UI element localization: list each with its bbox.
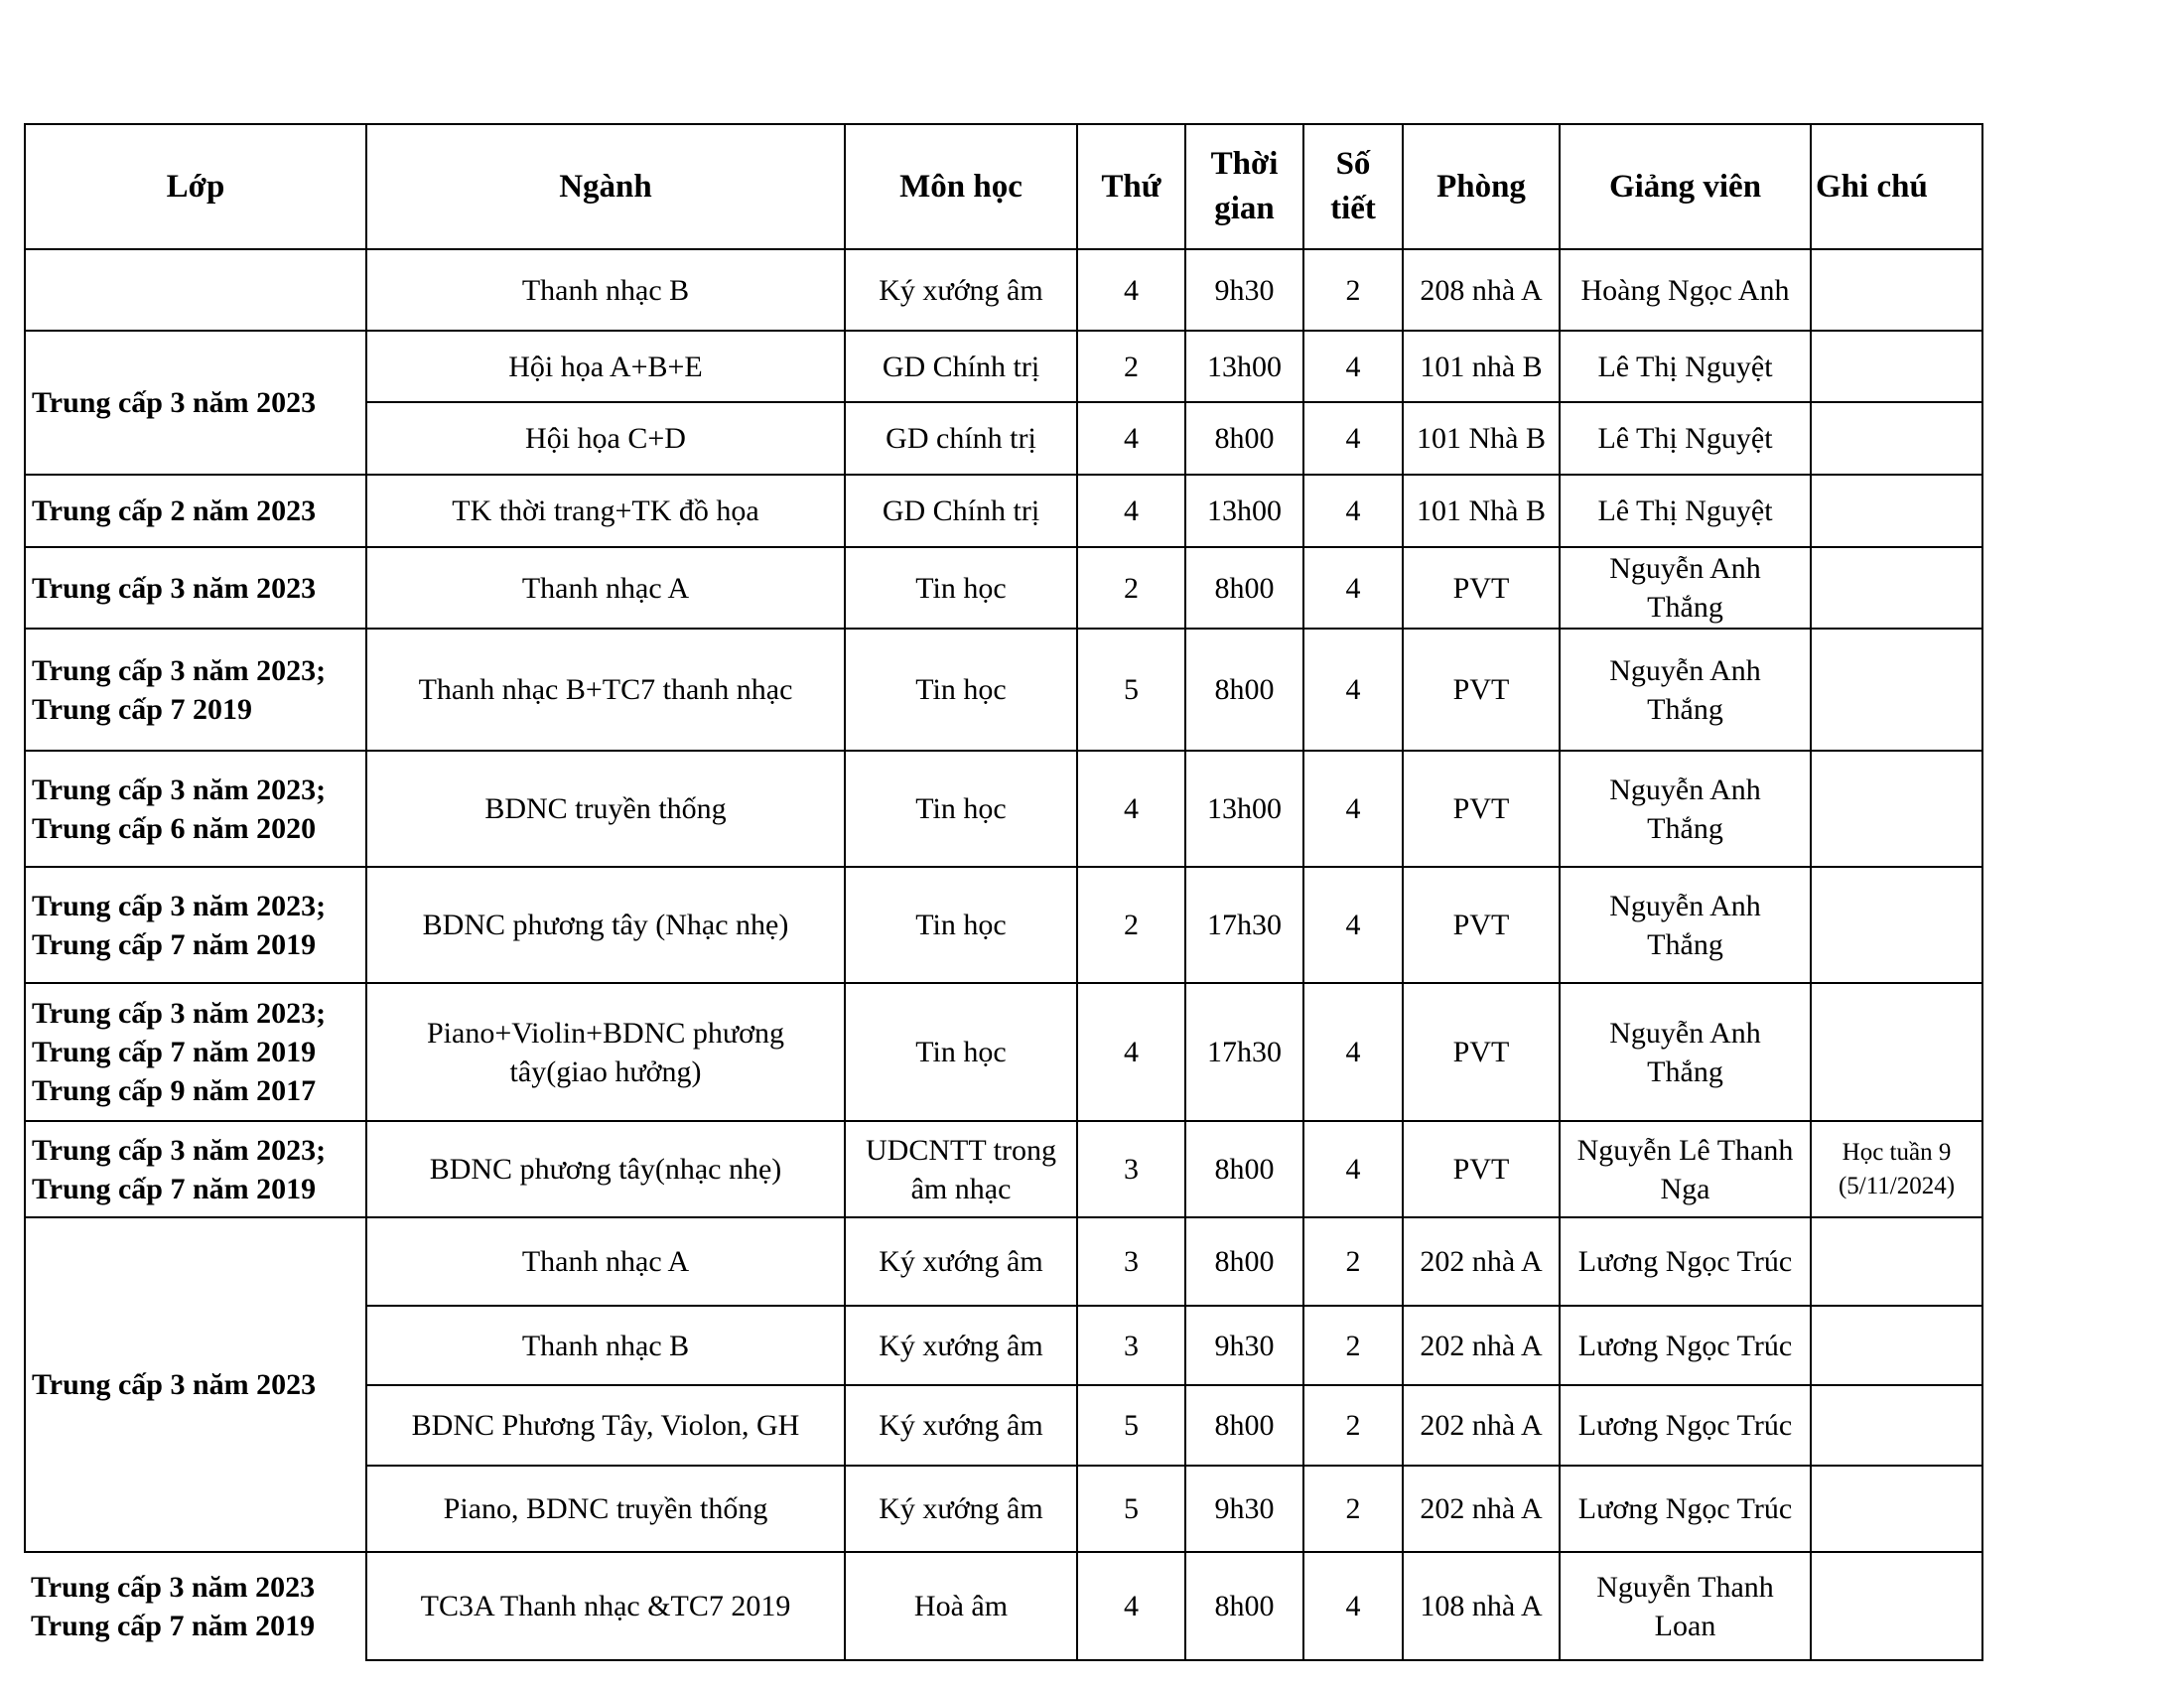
table-row bbox=[25, 475, 1982, 547]
giang-vien-cell: Nguyễn Anh Thắng bbox=[1560, 629, 1811, 751]
giang-vien-cell: Lương Ngọc Trúc bbox=[1560, 1306, 1811, 1385]
so-tiet-cell: 4 bbox=[1303, 402, 1403, 475]
nganh-cell: Thanh nhạc B bbox=[366, 1306, 845, 1385]
thoi-gian-cell: 8h00 bbox=[1185, 629, 1303, 751]
table-row bbox=[25, 249, 1982, 331]
header-nganh: Ngành bbox=[366, 124, 845, 249]
so-tiet-cell: 2 bbox=[1303, 1306, 1403, 1385]
phong-cell: 208 nhà A bbox=[1403, 249, 1560, 331]
thu-cell: 2 bbox=[1077, 331, 1185, 402]
thu-cell: 3 bbox=[1077, 1306, 1185, 1385]
giang-vien-cell: Nguyễn Anh Thắng bbox=[1560, 751, 1811, 867]
phong-cell: 202 nhà A bbox=[1403, 1466, 1560, 1552]
ghi-chu-cell bbox=[1811, 1466, 1982, 1552]
nganh-cell: BDNC truyền thống bbox=[366, 751, 845, 867]
nganh-cell: BDNC phương tây(nhạc nhẹ) bbox=[366, 1121, 845, 1217]
thu-cell: 3 bbox=[1077, 1217, 1185, 1306]
lop-cell: Trung cấp 2 năm 2023 bbox=[25, 475, 366, 547]
ghi-chu-cell bbox=[1811, 629, 1982, 751]
lop-cell: Trung cấp 3 năm 2023; Trung cấp 7 2019 bbox=[25, 629, 366, 751]
ghi-chu-cell bbox=[1811, 1217, 1982, 1306]
so-tiet-cell: 4 bbox=[1303, 867, 1403, 983]
table-row bbox=[25, 547, 1982, 629]
nganh-cell: BDNC Phương Tây, Violon, GH bbox=[366, 1385, 845, 1466]
mon-hoc-cell: UDCNTT trong âm nhạc bbox=[845, 1121, 1077, 1217]
thoi-gian-cell: 13h00 bbox=[1185, 475, 1303, 547]
giang-vien-cell: Nguyễn Thanh Loan bbox=[1560, 1552, 1811, 1660]
thu-cell: 2 bbox=[1077, 867, 1185, 983]
mon-hoc-cell: Ký xướng âm bbox=[845, 1306, 1077, 1385]
mon-hoc-cell: Tin học bbox=[845, 629, 1077, 751]
table-row bbox=[25, 331, 1982, 402]
so-tiet-cell: 4 bbox=[1303, 629, 1403, 751]
lop-cell: Trung cấp 3 năm 2023; Trung cấp 7 năm 2019 Trung cấp 9 năm 2017 bbox=[25, 983, 366, 1121]
mon-hoc-cell: Ký xướng âm bbox=[845, 249, 1077, 331]
thoi-gian-cell: 13h00 bbox=[1185, 751, 1303, 867]
thoi-gian-cell: 8h00 bbox=[1185, 402, 1303, 475]
so-tiet-cell: 4 bbox=[1303, 1121, 1403, 1217]
nganh-cell: Thanh nhạc B bbox=[366, 249, 845, 331]
header-ghi-chu: Ghi chú bbox=[1811, 124, 1982, 249]
so-tiet-cell: 2 bbox=[1303, 1385, 1403, 1466]
so-tiet-cell: 2 bbox=[1303, 249, 1403, 331]
giang-vien-cell: Nguyễn Anh Thắng bbox=[1560, 547, 1811, 629]
phong-cell: 202 nhà A bbox=[1403, 1217, 1560, 1306]
lop-cell: Trung cấp 3 năm 2023 bbox=[25, 547, 366, 629]
phong-cell: 108 nhà A bbox=[1403, 1552, 1560, 1660]
mon-hoc-cell: Hoà âm bbox=[845, 1552, 1077, 1660]
ghi-chu-cell bbox=[1811, 751, 1982, 867]
so-tiet-cell: 4 bbox=[1303, 331, 1403, 402]
thu-cell: 4 bbox=[1077, 751, 1185, 867]
thu-cell: 5 bbox=[1077, 1385, 1185, 1466]
mon-hoc-cell: Tin học bbox=[845, 867, 1077, 983]
thu-cell: 4 bbox=[1077, 475, 1185, 547]
giang-vien-cell: Hoàng Ngọc Anh bbox=[1560, 249, 1811, 331]
table-row bbox=[25, 1217, 1982, 1306]
nganh-cell: Thanh nhạc A bbox=[366, 547, 845, 629]
mon-hoc-cell: Tin học bbox=[845, 751, 1077, 867]
mon-hoc-cell: Ký xướng âm bbox=[845, 1385, 1077, 1466]
giang-vien-cell: Lê Thị Nguyệt bbox=[1560, 402, 1811, 475]
phong-cell: 101 Nhà B bbox=[1403, 402, 1560, 475]
lop-cell: Trung cấp 3 năm 2023 bbox=[25, 331, 366, 475]
nganh-cell: Piano, BDNC truyền thống bbox=[366, 1466, 845, 1552]
giang-vien-cell: Nguyễn Anh Thắng bbox=[1560, 983, 1811, 1121]
header-thoi-gian: Thời gian bbox=[1185, 124, 1303, 249]
phong-cell: 101 nhà B bbox=[1403, 331, 1560, 402]
phong-cell: PVT bbox=[1403, 751, 1560, 867]
nganh-cell: Hội họa A+B+E bbox=[366, 331, 845, 402]
so-tiet-cell: 2 bbox=[1303, 1217, 1403, 1306]
phong-cell: PVT bbox=[1403, 867, 1560, 983]
lop-cell: Trung cấp 3 năm 2023; Trung cấp 7 năm 2019 bbox=[25, 867, 366, 983]
thoi-gian-cell: 8h00 bbox=[1185, 1217, 1303, 1306]
thoi-gian-cell: 8h00 bbox=[1185, 1552, 1303, 1660]
lop-cell: Trung cấp 3 năm 2023; Trung cấp 6 năm 2020 bbox=[25, 751, 366, 867]
thu-cell: 5 bbox=[1077, 1466, 1185, 1552]
ghi-chu-cell bbox=[1811, 867, 1982, 983]
so-tiet-cell: 4 bbox=[1303, 475, 1403, 547]
mon-hoc-cell: Tin học bbox=[845, 547, 1077, 629]
nganh-cell: Thanh nhạc A bbox=[366, 1217, 845, 1306]
phong-cell: PVT bbox=[1403, 629, 1560, 751]
thoi-gian-cell: 8h00 bbox=[1185, 1121, 1303, 1217]
header-mon-hoc: Môn học bbox=[845, 124, 1077, 249]
nganh-cell: Hội họa C+D bbox=[366, 402, 845, 475]
thoi-gian-cell: 9h30 bbox=[1185, 1466, 1303, 1552]
header-giang-vien: Giảng viên bbox=[1560, 124, 1811, 249]
thu-cell: 4 bbox=[1077, 983, 1185, 1121]
thoi-gian-cell: 9h30 bbox=[1185, 1306, 1303, 1385]
table-row bbox=[25, 867, 1982, 983]
phong-cell: 202 nhà A bbox=[1403, 1385, 1560, 1466]
thoi-gian-cell: 8h00 bbox=[1185, 547, 1303, 629]
ghi-chu-cell bbox=[1811, 475, 1982, 547]
lop-cell: Trung cấp 3 năm 2023; Trung cấp 7 năm 2019 bbox=[25, 1121, 366, 1217]
giang-vien-cell: Nguyễn Lê Thanh Nga bbox=[1560, 1121, 1811, 1217]
table-row bbox=[25, 629, 1982, 751]
table-row bbox=[25, 983, 1982, 1121]
lop-cell: Trung cấp 3 năm 2023 bbox=[25, 1217, 366, 1552]
ghi-chu-cell bbox=[1811, 331, 1982, 402]
giang-vien-cell: Nguyễn Anh Thắng bbox=[1560, 867, 1811, 983]
ghi-chu-cell bbox=[1811, 547, 1982, 629]
so-tiet-cell: 4 bbox=[1303, 983, 1403, 1121]
mon-hoc-cell: GD Chính trị bbox=[845, 475, 1077, 547]
giang-vien-cell: Lương Ngọc Trúc bbox=[1560, 1217, 1811, 1306]
giang-vien-cell: Lương Ngọc Trúc bbox=[1560, 1466, 1811, 1552]
mon-hoc-cell: GD Chính trị bbox=[845, 331, 1077, 402]
giang-vien-cell: Lê Thị Nguyệt bbox=[1560, 331, 1811, 402]
phong-cell: PVT bbox=[1403, 547, 1560, 629]
nganh-cell: TC3A Thanh nhạc &TC7 2019 bbox=[366, 1552, 845, 1660]
ghi-chu-cell bbox=[1811, 983, 1982, 1121]
ghi-chu-cell bbox=[1811, 1552, 1982, 1660]
ghi-chu-cell bbox=[1811, 1306, 1982, 1385]
thoi-gian-cell: 13h00 bbox=[1185, 331, 1303, 402]
ghi-chu-cell: Học tuần 9 (5/11/2024) bbox=[1811, 1121, 1982, 1217]
so-tiet-cell: 2 bbox=[1303, 1466, 1403, 1552]
mon-hoc-cell: Ký xướng âm bbox=[845, 1466, 1077, 1552]
lop-cell bbox=[25, 249, 366, 331]
thu-cell: 2 bbox=[1077, 547, 1185, 629]
lop-cell: Trung cấp 3 năm 2023 Trung cấp 7 năm 2019 bbox=[25, 1552, 366, 1660]
phong-cell: 202 nhà A bbox=[1403, 1306, 1560, 1385]
so-tiet-cell: 4 bbox=[1303, 751, 1403, 867]
table-row bbox=[25, 1121, 1982, 1217]
nganh-cell: TK thời trang+TK đồ họa bbox=[366, 475, 845, 547]
nganh-cell: Piano+Violin+BDNC phương tây(giao hưởng) bbox=[366, 983, 845, 1121]
thu-cell: 4 bbox=[1077, 402, 1185, 475]
header-phong: Phòng bbox=[1403, 124, 1560, 249]
giang-vien-cell: Lê Thị Nguyệt bbox=[1560, 475, 1811, 547]
thu-cell: 5 bbox=[1077, 629, 1185, 751]
giang-vien-cell: Lương Ngọc Trúc bbox=[1560, 1385, 1811, 1466]
schedule-table bbox=[24, 123, 1983, 1661]
thoi-gian-cell: 17h30 bbox=[1185, 983, 1303, 1121]
thoi-gian-cell: 8h00 bbox=[1185, 1385, 1303, 1466]
nganh-cell: Thanh nhạc B+TC7 thanh nhạc bbox=[366, 629, 845, 751]
ghi-chu-cell bbox=[1811, 249, 1982, 331]
nganh-cell: BDNC phương tây (Nhạc nhẹ) bbox=[366, 867, 845, 983]
thoi-gian-cell: 17h30 bbox=[1185, 867, 1303, 983]
table-row bbox=[25, 1552, 1982, 1660]
mon-hoc-cell: Tin học bbox=[845, 983, 1077, 1121]
thoi-gian-cell: 9h30 bbox=[1185, 249, 1303, 331]
phong-cell: PVT bbox=[1403, 983, 1560, 1121]
header-so-tiet: Số tiết bbox=[1303, 124, 1403, 249]
thu-cell: 3 bbox=[1077, 1121, 1185, 1217]
header-lop: Lớp bbox=[25, 124, 366, 249]
thu-cell: 4 bbox=[1077, 1552, 1185, 1660]
mon-hoc-cell: GD chính trị bbox=[845, 402, 1077, 475]
phong-cell: PVT bbox=[1403, 1121, 1560, 1217]
ghi-chu-cell bbox=[1811, 402, 1982, 475]
so-tiet-cell: 4 bbox=[1303, 1552, 1403, 1660]
phong-cell: 101 Nhà B bbox=[1403, 475, 1560, 547]
table-row bbox=[25, 751, 1982, 867]
so-tiet-cell: 4 bbox=[1303, 547, 1403, 629]
header-thu: Thứ bbox=[1077, 124, 1185, 249]
thu-cell: 4 bbox=[1077, 249, 1185, 331]
header-row bbox=[25, 124, 1982, 249]
ghi-chu-cell bbox=[1811, 1385, 1982, 1466]
mon-hoc-cell: Ký xướng âm bbox=[845, 1217, 1077, 1306]
